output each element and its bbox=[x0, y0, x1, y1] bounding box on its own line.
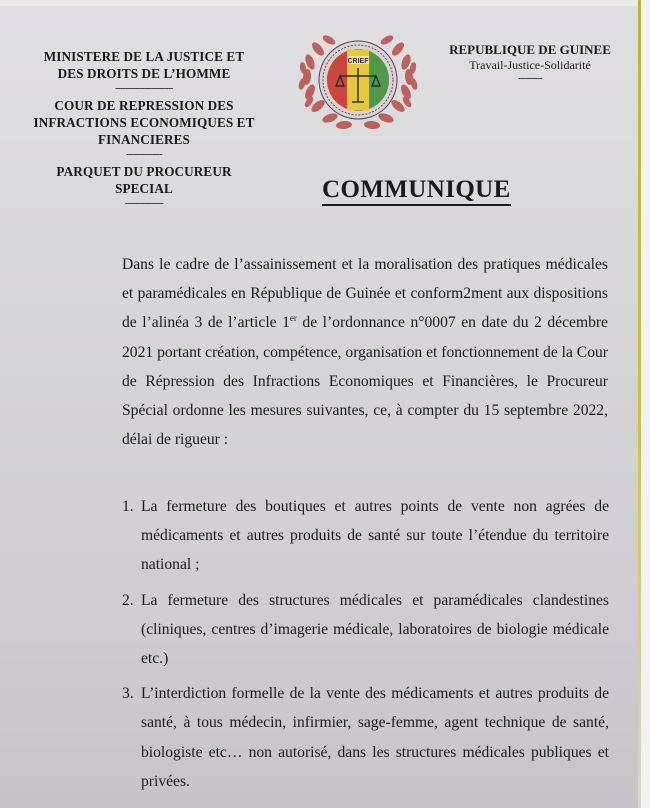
republic-block bbox=[432, 42, 628, 84]
measure-item bbox=[122, 679, 609, 796]
document-title: COMMUNIQUE bbox=[322, 177, 511, 206]
court-line-3: FINANCIERES bbox=[98, 132, 190, 147]
national-motto: Travail-Justice-Solidarité bbox=[469, 58, 591, 72]
separator: ---------------- bbox=[124, 198, 164, 208]
measure-number: 2. bbox=[122, 591, 134, 609]
background-margin bbox=[641, 0, 650, 808]
ministry-line-1: MINISTERE DE LA JUSTICE ET bbox=[43, 49, 245, 64]
ministry-line-2: DES DROITS DE L’HOMME bbox=[57, 66, 231, 81]
issuing-authority-block bbox=[20, 48, 268, 212]
court-line-2: INFRACTIONS ECONOMIQUES ET bbox=[33, 115, 255, 130]
separator: ---------- bbox=[518, 73, 542, 83]
intro-text-part-1: Dans le cadre de l’assainissement et la moralisation des pratiques médicales et paramédicales en République de Guinée et conform2ment aux dispositions de l’alinéa 3 de l’article 1 bbox=[122, 256, 608, 332]
parquet-line-2: SPECIAL bbox=[115, 181, 173, 196]
measure-text: La fermeture des boutiques et autres points de vente non agrées de médicaments et autres produits de santé sur toute l’étendue du territoire national ; bbox=[141, 498, 609, 574]
crief-emblem-icon bbox=[296, 28, 420, 132]
measure-number: 3. bbox=[122, 685, 134, 703]
intro-text-part-2: de l’ordonnance n°0007 en date du 2 décembre 2021 portant création, compétence, organisation et fonctionnement de la Cour de Répression des Infractions Economiques et Financières, le Procureur Spécial ordonne les mesures suivantes, ce, à compter du 15 septembre 2022, délai de rigueur : bbox=[122, 314, 608, 449]
measures-list bbox=[122, 492, 609, 802]
intro-paragraph bbox=[122, 250, 608, 454]
crief-acronym: CRIEF bbox=[347, 58, 369, 65]
measure-item bbox=[122, 586, 609, 674]
separator: --------------- bbox=[126, 149, 162, 159]
ordinal-superscript: er bbox=[289, 313, 297, 324]
measure-text: La fermeture des structures médicales et paramédicales clandestines (cliniques, centres d’imagerie médicale, laboratoires de biologie médicale etc.) bbox=[141, 591, 609, 668]
measure-text: L’interdiction formelle de la vente des médicaments et autres produits de santé, à tous médecin, infirmier, sage-femme, agent technique de santé, biologiste etc… non autorisé, dans les structures médicales publiques et privées. bbox=[141, 685, 609, 790]
republic-name: REPUBLIQUE DE GUINEE bbox=[449, 42, 611, 57]
parquet-line-1: PARQUET DU PROCUREUR bbox=[56, 164, 232, 179]
separator: ------------------------ bbox=[115, 83, 173, 93]
measure-number: 1. bbox=[122, 498, 134, 515]
page-top-edge bbox=[0, 0, 638, 6]
court-line-1: COUR DE REPRESSION DES bbox=[54, 98, 234, 113]
measure-item bbox=[122, 492, 609, 580]
